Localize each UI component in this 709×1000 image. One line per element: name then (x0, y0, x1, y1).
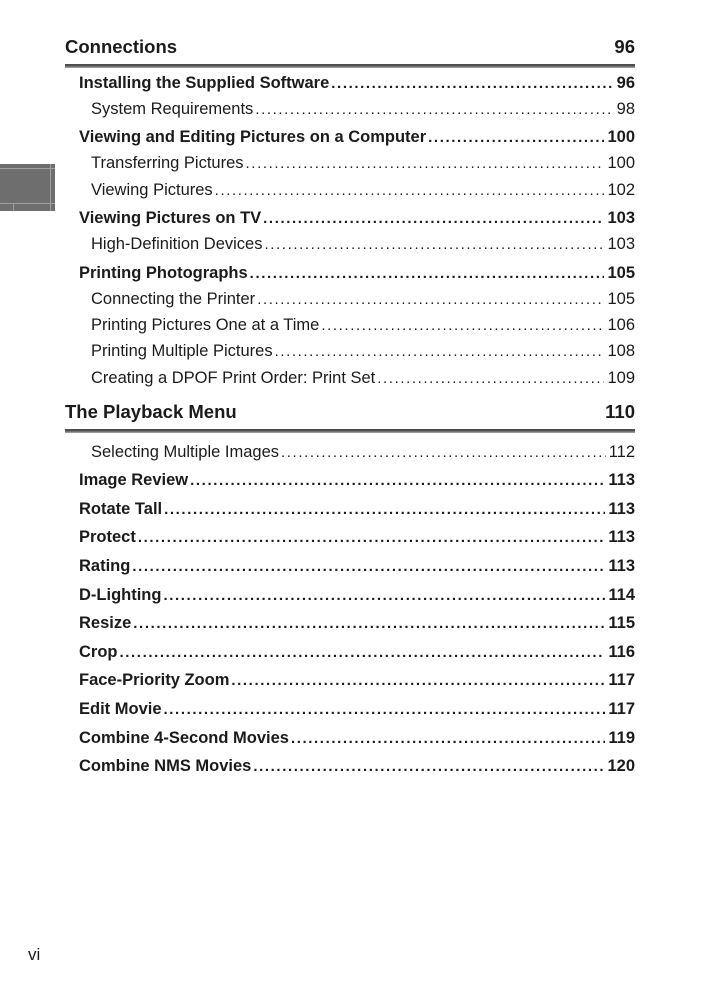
toc-entry-page-number: 100 (607, 128, 635, 147)
section-rule (65, 64, 635, 68)
section-title: Connections (65, 36, 178, 57)
toc-entry-label: Face-Priority Zoom (79, 671, 230, 690)
dot-leader (331, 70, 613, 97)
toc-entry-label: Viewing and Editing Pictures on a Computer (79, 128, 427, 147)
toc-entry-page-number: 113 (608, 499, 635, 518)
toc-entry-label: Printing Photographs (79, 263, 248, 282)
toc-entry-row (65, 552, 635, 581)
toc-entry-page-number: 119 (608, 728, 635, 747)
toc-entry-row (65, 638, 635, 667)
dot-leader (246, 150, 605, 177)
dot-leader (215, 177, 605, 204)
toc-entry-row (65, 438, 635, 467)
toc-entry-row (65, 609, 635, 638)
toc-entry-label: Selecting Multiple Images (91, 442, 280, 461)
toc-entry-page-number: 109 (607, 368, 635, 387)
toc-entry-row (65, 177, 635, 203)
dot-leader (265, 231, 605, 258)
dot-leader (138, 523, 606, 553)
toc-entry-row (65, 338, 635, 364)
toc-entry-label: Viewing Pictures on TV (79, 208, 262, 227)
chapter-edge-tab (0, 164, 55, 211)
toc-entry-label: Crop (79, 642, 118, 661)
toc-entry-page-number: 96 (616, 73, 635, 92)
toc-entry-page-number: 106 (607, 316, 635, 335)
section-rule (65, 429, 635, 433)
dot-leader (163, 581, 605, 611)
dot-leader (255, 96, 613, 123)
toc-entry-page-number: 113 (608, 471, 635, 490)
dot-leader (250, 260, 605, 287)
toc-entry-page-number: 102 (607, 180, 635, 199)
dot-leader (253, 752, 604, 782)
toc-entry-page-number: 117 (608, 699, 635, 718)
toc-entry-row (65, 150, 635, 176)
toc-entry-label: Transferring Pictures (91, 154, 244, 173)
toc-entry-label: Printing Multiple Pictures (91, 342, 273, 361)
toc-entry-label: Combine NMS Movies (79, 757, 252, 776)
toc-entry-row (65, 695, 635, 724)
dot-leader (377, 365, 604, 392)
dot-leader (133, 609, 605, 639)
toc-entry-label: Connecting the Printer (91, 289, 256, 308)
toc-entry-row (65, 231, 635, 257)
dot-leader (257, 286, 604, 313)
toc-entry-row (65, 365, 635, 391)
toc-entry-label: Protect (79, 528, 136, 547)
toc-content (65, 36, 635, 781)
tab-highlight-line (50, 164, 51, 211)
dot-leader (132, 552, 605, 582)
dot-leader (231, 666, 605, 696)
toc-entry-row (65, 523, 635, 552)
toc-entry-row (65, 312, 635, 338)
toc-section-connections (65, 36, 635, 391)
toc-entry-page-number: 114 (608, 585, 635, 604)
toc-entry-label: Viewing Pictures (91, 180, 213, 199)
toc-entry-page-number: 105 (607, 289, 635, 308)
toc-entry-page-number: 113 (608, 556, 635, 575)
section-title: The Playback Menu (65, 401, 237, 423)
toc-entry-page-number: 113 (608, 528, 635, 547)
toc-entry-row (65, 260, 635, 286)
dot-leader (263, 205, 604, 232)
tab-tick-mark (13, 204, 14, 211)
toc-entry-row (65, 466, 635, 495)
toc-entry-page-number: 112 (608, 442, 635, 461)
toc-entry-page-number: 105 (607, 263, 635, 282)
dot-leader (164, 495, 605, 525)
toc-entry-label: Installing the Supplied Software (79, 73, 330, 92)
dot-leader (275, 338, 605, 365)
dot-leader (291, 724, 605, 754)
section-page-number: 96 (614, 36, 635, 57)
toc-entry-page-number: 103 (607, 208, 635, 227)
dot-leader (164, 695, 606, 725)
toc-entry-page-number: 115 (608, 614, 635, 633)
toc-entry-page-number: 120 (607, 757, 635, 776)
toc-section-playback-menu (65, 401, 635, 781)
section-header (65, 36, 635, 64)
toc-entry-row (65, 752, 635, 781)
toc-entry-row (65, 70, 635, 96)
toc-entry-page-number: 117 (608, 671, 635, 690)
dot-leader (120, 638, 606, 668)
toc-entry-page-number: 103 (607, 235, 635, 254)
section-entries (65, 438, 635, 781)
section-entries (65, 70, 635, 392)
toc-entry-page-number: 108 (607, 342, 635, 361)
toc-entry-label: Resize (79, 614, 132, 633)
section-header (65, 401, 635, 429)
toc-entry-row (65, 495, 635, 524)
toc-entry-row (65, 666, 635, 695)
toc-entry-label: Rotate Tall (79, 499, 163, 518)
toc-entry-label: D-Lighting (79, 585, 162, 604)
toc-entry-row (65, 286, 635, 312)
tab-highlight-line (0, 168, 55, 169)
section-page-number: 110 (605, 401, 635, 423)
toc-entry-page-number: 100 (607, 154, 635, 173)
toc-entry-label: High-Definition Devices (91, 235, 263, 254)
toc-entry-row (65, 581, 635, 610)
tab-highlight-line (0, 203, 55, 204)
dot-leader (281, 438, 606, 468)
toc-entry-label: Combine 4-Second Movies (79, 728, 289, 747)
toc-entry-row (65, 124, 635, 150)
toc-entry-page-number: 98 (616, 99, 635, 118)
toc-entry-row (65, 205, 635, 231)
toc-entry-label: Creating a DPOF Print Order: Print Set (91, 368, 376, 387)
toc-entry-page-number: 116 (608, 642, 635, 661)
toc-entry-label: System Requirements (91, 99, 254, 118)
toc-entry-row (65, 96, 635, 122)
toc-entry-label: Rating (79, 556, 131, 575)
toc-entry-label: Edit Movie (79, 699, 162, 718)
toc-entry-label: Printing Pictures One at a Time (91, 316, 320, 335)
dot-leader (428, 124, 604, 151)
dot-leader (321, 312, 604, 339)
dot-leader (190, 466, 605, 496)
toc-entry-label: Image Review (79, 471, 189, 490)
page-number-footer: vi (28, 945, 41, 964)
toc-entry-row (65, 724, 635, 753)
